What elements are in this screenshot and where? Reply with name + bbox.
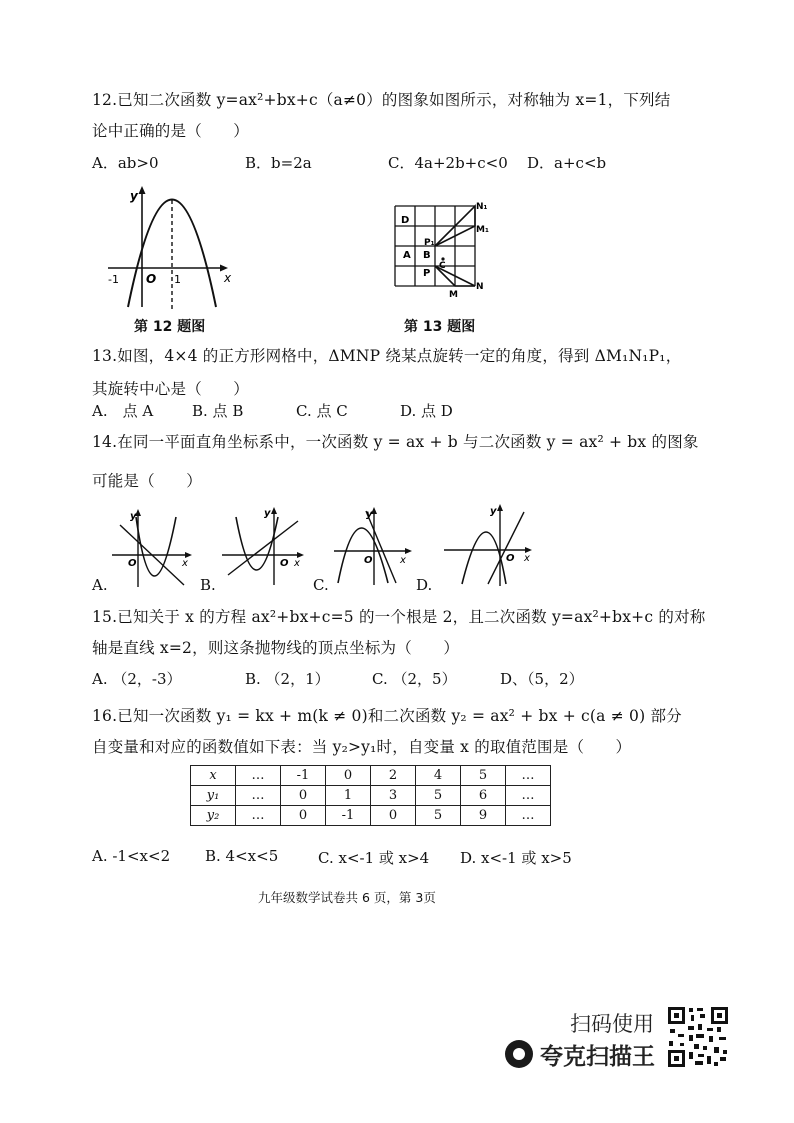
- q13-label-m: M: [449, 290, 458, 300]
- q13-label-p1: P₁: [424, 238, 435, 248]
- q15-stem-line2: 轴是直线 x=2，则这条抛物线的顶点坐标为（ ）: [92, 639, 460, 657]
- q13-label-b: B: [423, 250, 431, 261]
- table-row: y₂ … 0 -1 0 5 9 …: [191, 806, 551, 826]
- q16-stem-line2: 自变量和对应的函数值如下表：当 y₂>y₁时，自变量 x 的取值范围是（ ）: [92, 738, 632, 756]
- q13-label-d: D: [401, 215, 410, 226]
- table-row: x … -1 0 2 4 5 …: [191, 766, 551, 786]
- q12-option-b: B．b=2a: [245, 154, 312, 172]
- q16-stem-line1: 16.已知一次函数 y₁ = kx + m(k ≠ 0)和二次函数 y₂ = ax² + bx + c(a ≠ 0) 部分: [92, 707, 682, 725]
- page-footer: 九年级数学试卷共 6 页，第 3页: [258, 890, 436, 905]
- q16-option-a: A. -1<x<2: [92, 847, 171, 865]
- q16-option-b: B. 4<x<5: [205, 847, 279, 865]
- q13-caption: 第 13 题图: [404, 319, 476, 335]
- q14-stem-line1: 14.在同一平面直角坐标系中，一次函数 y = ax + b 与二次函数 y = ax² + bx 的图象: [92, 433, 699, 451]
- svg-text:O: O: [128, 558, 137, 569]
- q12-option-a: A．ab>0: [92, 154, 159, 172]
- q13-label-m1: M₁: [476, 225, 489, 235]
- q12-caption: 第 12 题图: [134, 319, 206, 335]
- q12-origin-label: O: [146, 272, 157, 286]
- q12-option-d: D．a+c<b: [527, 154, 607, 172]
- q12-x-label: x: [224, 271, 232, 285]
- q12-stem-line1: 12.已知二次函数 y=ax²+bx+c（a≠0）的图象如图所示，对称轴为 x=1，下列结: [92, 91, 671, 109]
- q13-label-p: P: [423, 268, 431, 279]
- q13-label-n: N: [476, 282, 484, 292]
- q14-option-b: B.: [200, 576, 216, 594]
- q14-option-c: C.: [313, 576, 329, 594]
- q13-option-d: D. 点 D: [400, 402, 453, 420]
- q15-option-b: B. （2，1）: [245, 670, 330, 688]
- q13-grid-figure: [385, 196, 500, 306]
- q14-stem-line2: 可能是（ ）: [92, 472, 202, 490]
- q14-graph-b: [218, 503, 308, 588]
- q14-graph-d: [440, 500, 540, 590]
- q13-label-a: A: [403, 250, 411, 261]
- q12-parabola-figure: [100, 182, 240, 312]
- q14-option-a: A.: [92, 576, 108, 594]
- svg-text:x: x: [524, 553, 530, 564]
- svg-text:x: x: [400, 555, 406, 566]
- svg-text:y: y: [130, 511, 137, 522]
- q16-value-table: [190, 765, 551, 826]
- q15-option-c: C. （2，5）: [372, 670, 457, 688]
- q13-stem-line1: 13.如图，4×4 的正方形网格中，ΔMNP 绕某点旋转一定的角度，得到 ΔM₁N₁P₁，: [92, 347, 682, 365]
- svg-text:y: y: [490, 506, 497, 517]
- table-row: y₁ … 0 1 3 5 6 …: [191, 786, 551, 806]
- q13-label-c: C: [439, 261, 446, 271]
- q14-graph-a: [108, 505, 198, 590]
- q12-stem-line2: 论中正确的是（ ）: [92, 122, 250, 140]
- q13-label-n1: N₁: [476, 202, 488, 212]
- q14-graph-c: [330, 503, 420, 588]
- scanner-brand: 夸克扫描王: [540, 1044, 655, 1070]
- q15-option-a: A. （2，-3）: [92, 670, 182, 688]
- svg-text:y: y: [264, 508, 271, 519]
- scanner-top-text: 扫码使用: [570, 1012, 654, 1036]
- svg-text:O: O: [364, 555, 373, 566]
- qr-code-icon: [667, 1006, 729, 1068]
- q12-y-label: y: [130, 189, 138, 203]
- q15-option-d: D、（5，2）: [500, 670, 584, 688]
- q12-tick-neg1: -1: [108, 273, 119, 286]
- q13-stem-line2: 其旋转中心是（ ）: [92, 380, 250, 398]
- svg-text:O: O: [280, 558, 289, 569]
- svg-text:O: O: [506, 553, 515, 564]
- q16-option-c: C. x<-1 或 x>4: [318, 849, 430, 867]
- q12-option-c: C．4a+2b+c<0: [388, 154, 508, 172]
- svg-text:y: y: [366, 509, 373, 520]
- svg-text:x: x: [182, 558, 188, 569]
- q13-option-b: B. 点 B: [192, 402, 244, 420]
- q15-stem-line1: 15.已知关于 x 的方程 ax²+bx+c=5 的一个根是 2，且二次函数 y=ax²+bx+c 的对称: [92, 608, 706, 626]
- q13-option-c: C. 点 C: [296, 402, 348, 420]
- svg-text:x: x: [294, 558, 300, 569]
- q13-option-a: A. 点 A: [92, 402, 154, 420]
- scanner-logo-icon: [505, 1040, 533, 1068]
- q16-option-d: D. x<-1 或 x>5: [460, 849, 572, 867]
- q12-tick-1: 1: [174, 273, 181, 286]
- q14-option-d: D.: [416, 576, 433, 594]
